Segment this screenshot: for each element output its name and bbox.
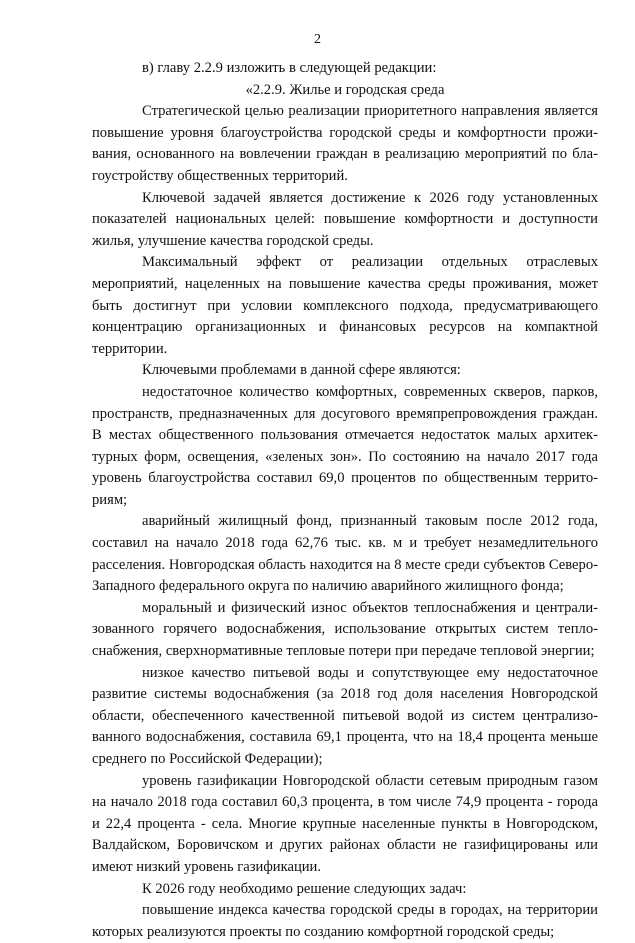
paragraph-key-task: Ключевой задачей является достижение к 2026 году установленных показателей национальных целей: повышение комфортности и доступности жилья, улучшение качества городской среды. [92, 189, 598, 249]
paragraph-problem-heating: моральный и физический износ объектов теплоснабжения и централизованного горячего водоснабжения, использование открытых систем теплоснабжения, сверхнормативные тепловые потери при передаче тепловой энергии; [92, 599, 598, 660]
amendment-intro: в) главу 2.2.9 изложить в следующей редакции: [142, 60, 437, 76]
paragraph-problem-public-spaces: недостаточное количество комфортных, современных скверов, парков, пространств, предназначенных для досугового времяпрепровождения граждан. В местах общественного пользования отмечается недостаток малых архитектурных форм, освещения, «зеленых зон». По состоянию на начало 2017 года уровень благоустройства составил 69,0 процентов по общественным территориям; [92, 383, 598, 508]
section-heading: «2.2.9. Жилье и городская среда [245, 81, 445, 98]
paragraph-strategic-goal: Стратегической целью реализации приоритетного направления является повышение уровня благоустройства городской среды и комфортности проживания, основанного на вовлечении граждан в реализацию мероприятий по благоустройству общественных территорий. [92, 103, 598, 184]
paragraph-key-problems-intro: Ключевыми проблемами в данной сфере являются: [142, 362, 461, 379]
paragraph-problem-emergency-housing: аварийный жилищный фонд, признанный таковым после 2012 года, составил на начало 2018 года 62,76 тыс. кв. м и требует незамедлительного расселения. Новгородская область находится на 8 месте среди субъектов Северо-Западного федерального округа по наличию аварийного жилищного фонда; [92, 513, 598, 595]
page-number: 2 [314, 32, 321, 47]
paragraph-max-effect: Максимальный эффект от реализации отдельных отраслевых мероприятий, нацеленных на повышение качества среды проживания, может быть достигнут при условии комплексного подхода, предусматривающего концентрацию организационных и финансовых ресурсов на компактной территории. [92, 254, 598, 357]
paragraph-problem-gasification: уровень газификации Новгородской области сетевым природным газом на начало 2018 года составил 60,3 процента, в том числе 74,9 процента - города и 22,4 процента - села. Многие крупные населенные пункты в Новгородском, Валдайском, Боровичском и других районах области не газифицированы или имеют низкий уровень газификации. [92, 772, 598, 875]
paragraph-problem-water: низкое качество питьевой воды и сопутствующее ему недостаточное развитие системы водоснабжения (за 2018 год доля населения Новгородской области, обеспеченного качественной питьевой водой из систем централизованного водоснабжения, составила 69,1 процента, что на 18,4 процента меньше среднего по Российской Федерации); [92, 664, 598, 767]
paragraph-tasks-intro: К 2026 году необходимо решение следующих задач: [142, 880, 467, 897]
paragraph-task-urban-index: повышение индекса качества городской среды в городах, на территории которых реализуются проекты по созданию комфортной городской среды; [92, 902, 598, 940]
document-body [92, 58, 598, 943]
